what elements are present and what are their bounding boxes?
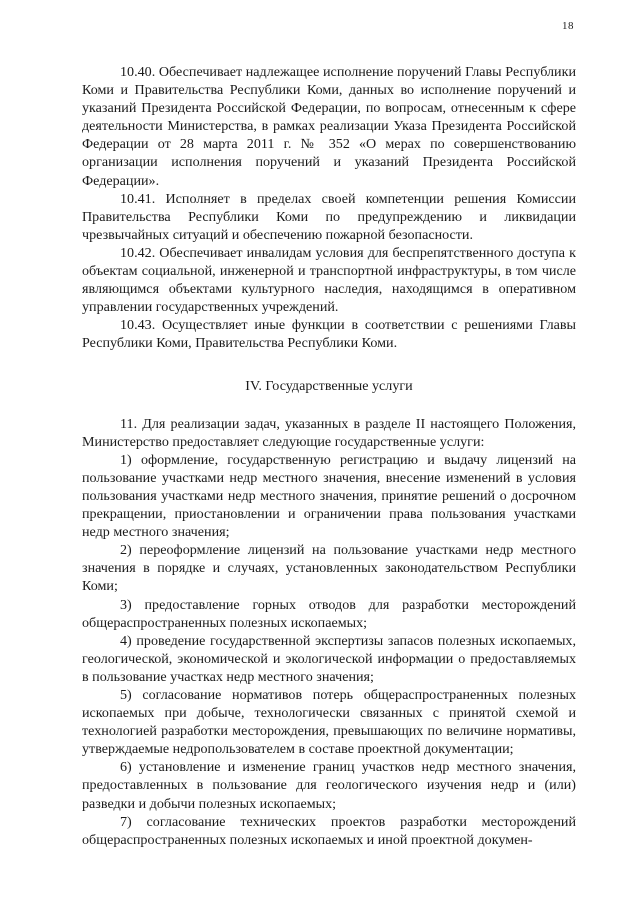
list-item-2: 2) переоформление лицензий на пользование участками недр местного значения в порядке и случаях, установленных законодательством Республики Коми; <box>82 542 576 595</box>
list-item-6: 6) установление и изменение границ участков недр местного значения, предоставленных в пользование для геологического изучения недр и (или) разведки и добычи полезных ископаемых; <box>82 759 576 812</box>
section-heading: IV. Государственные услуги <box>245 377 413 394</box>
paragraph-10-43: 10.43. Осуществляет иные функции в соответствии с решениями Главы Республики Коми, Правительства Республики Коми. <box>82 317 576 352</box>
list-item-3: 3) предоставление горных отводов для разработки месторождений общераспространенных полезных ископаемых; <box>82 596 576 631</box>
page-number: 18 <box>562 20 574 32</box>
list-item-5: 5) согласование нормативов потерь общераспространенных полезных ископаемых при добыче, технологически связанных с принятой схемой и технологией разработки месторождения, превышающих по величине нормативы, утверждаемые недропользователем в составе проектной документации; <box>82 687 576 758</box>
paragraph-10-40: 10.40. Обеспечивает надлежащее исполнение поручений Главы Республики Коми и Правительства Республики Коми, данных во исполнение поручений и указаний Президента Российской Федерации, по вопросам, отнесенным к сфере деятельности Министерства, в рамках реализации Указа Президента Российской Федерации от 28 марта 2011 г. № 352 «О мерах по совершенствованию организации исполнения поручений и указаний Президента Российской Федерации». <box>82 64 576 189</box>
list-item-7: 7) согласование технических проектов разработки месторождений общераспространенных полезных ископаемых и иной проектной докумен- <box>82 813 576 848</box>
paragraph-10-41: 10.41. Исполняет в пределах своей компетенции решения Комиссии Правительства Республики Коми по предупреждению и ликвидации чрезвычайных ситуаций и обеспечению пожарной безопасности. <box>82 190 576 243</box>
list-item-4: 4) проведение государственной экспертизы запасов полезных ископаемых, геологической, экономической и экологической информации о предоставляемых в пользование участках недр местного значения; <box>82 632 576 685</box>
paragraph-10-42: 10.42. Обеспечивает инвалидам условия для беспрепятственного доступа к объектам социальной, инженерной и транспортной инфраструктуры, в том числе являющимся объектами культурного наследия, находящимся в оперативном управлении государственных учреждений. <box>82 244 576 316</box>
paragraph-11: 11. Для реализации задач, указанных в разделе II настоящего Положения, Министерство предоставляет следующие государственные услуги: <box>82 415 576 450</box>
list-item-1: 1) оформление, государственную регистрацию и выдачу лицензий на пользование участками недр местного значения, внесение изменений в условия пользования участками недр местного значения, принятие решений о досрочном прекращении, приостановлении и ограничении права пользования участками недр местного значения; <box>82 451 576 541</box>
document-body <box>82 63 576 849</box>
